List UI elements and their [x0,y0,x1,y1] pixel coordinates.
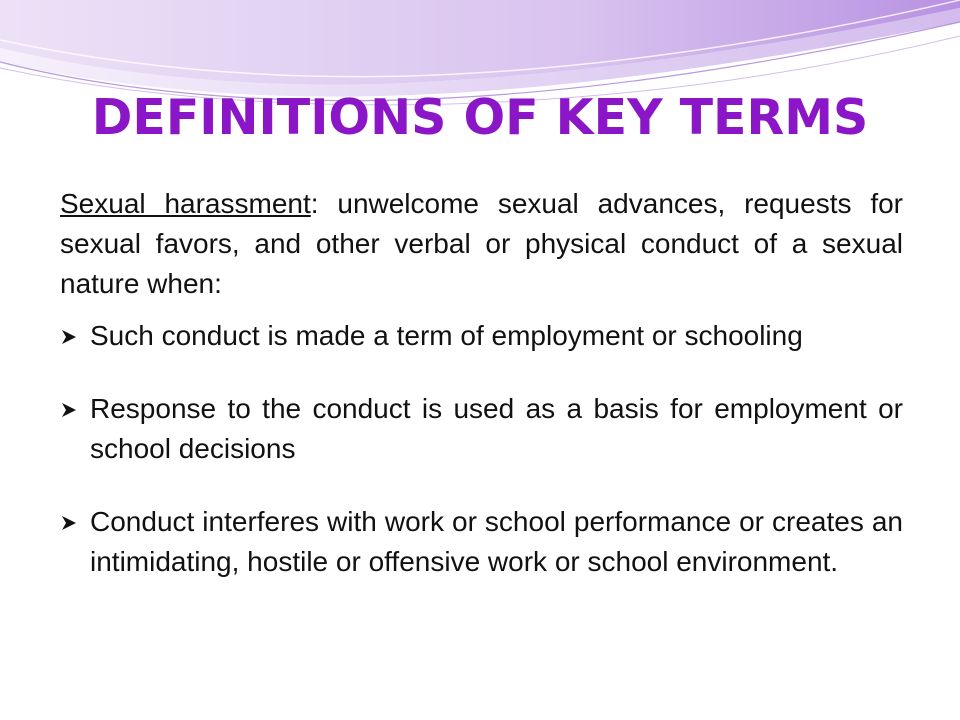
definition-separator: : [310,188,319,219]
list-item [60,389,903,469]
bullet-text: Conduct interferes with work or school performance or creates an intimidating, hostile or offensive work or school environment. [90,506,903,577]
definition-text: unwelcome sexual advances, requests for sexual favors, and other verbal or physical conduct of a sexual nature when: [60,188,904,299]
bullet-text: Such conduct is made a term of employment or schooling [90,320,803,351]
bullet-text: Response to the conduct is used as a basis for employment or school decisions [90,393,903,464]
condition-list [60,316,903,582]
list-item [60,316,903,356]
arrow-bullet-icon [60,328,78,346]
arrow-bullet-icon [60,514,78,532]
definition-term: Sexual harassment [60,188,311,219]
slide-title: DEFINITIONS OF KEY TERMS [91,89,869,146]
arrow-bullet-icon [60,401,78,419]
definition-paragraph [60,184,903,304]
list-item [60,502,903,582]
slide-body [60,184,903,582]
